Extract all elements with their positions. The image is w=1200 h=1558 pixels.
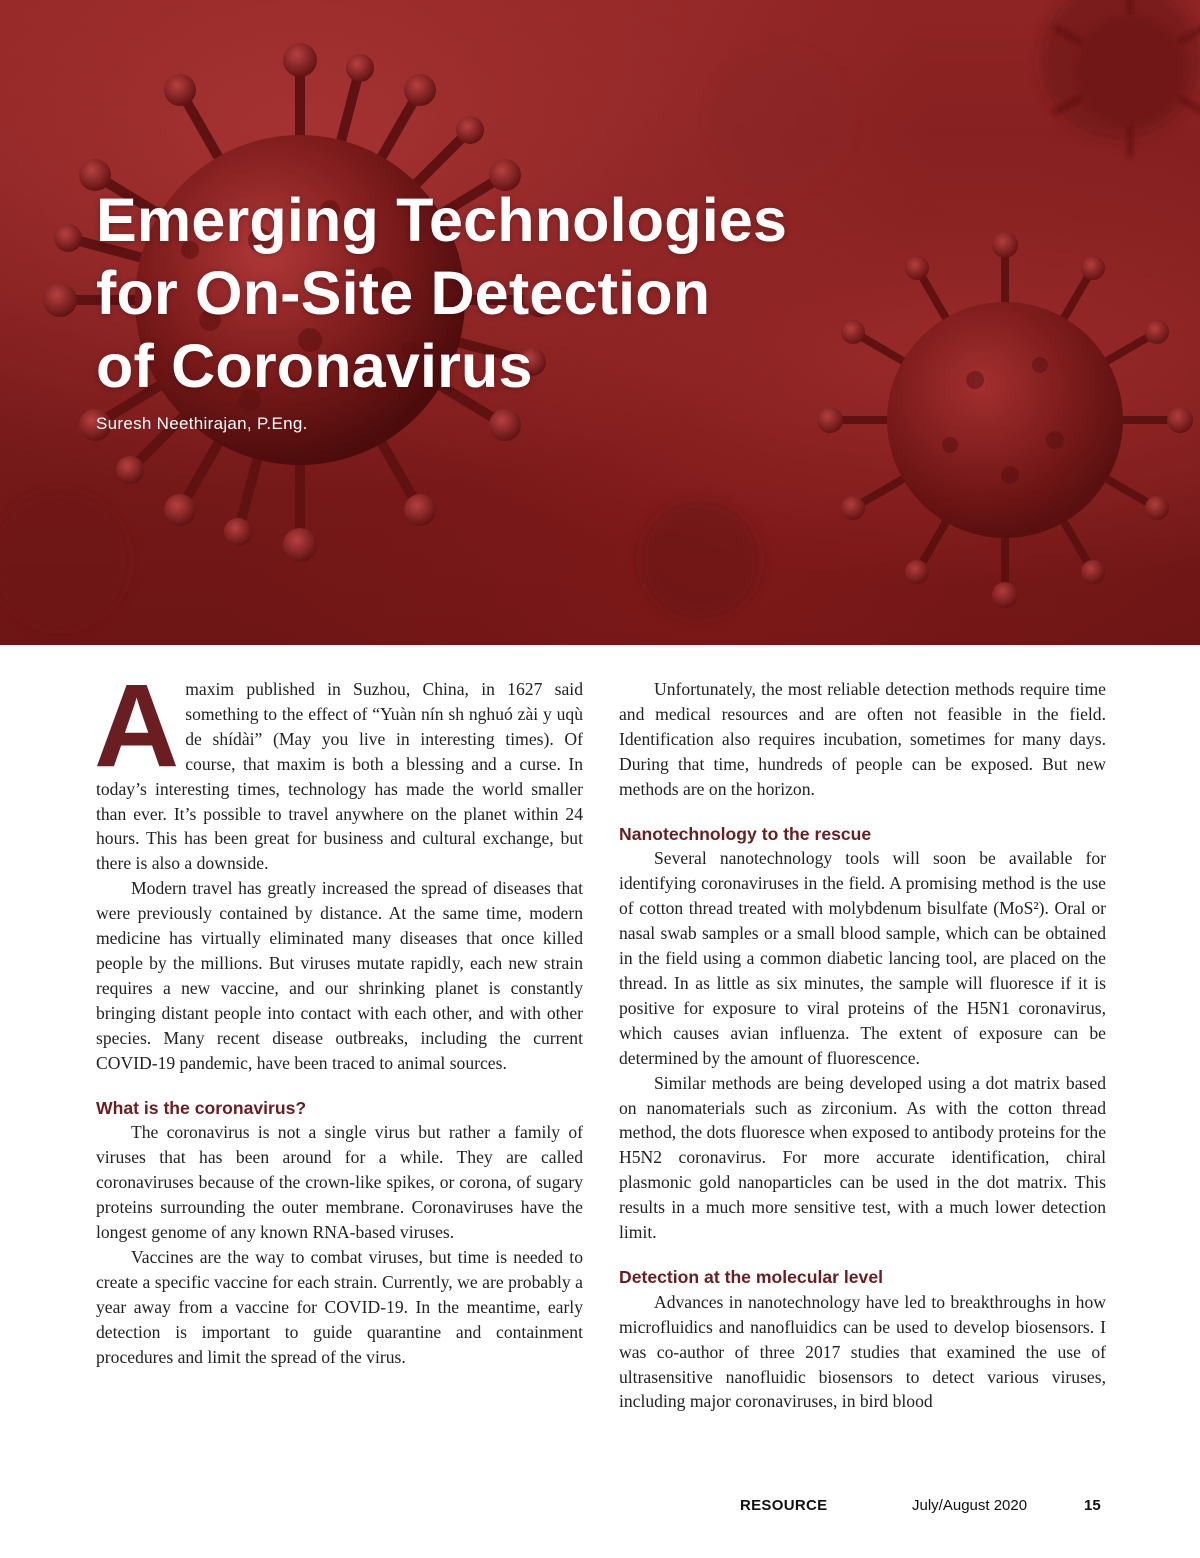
intro-text: maxim published in Suzhou, China, in 1627 said something to the effect of “Yuàn nín sh nghuó zài y uqù de shídài” (May you live in interesting times). Of course, that maxim is both a blessing and a curse. In today’s interesting times, technology has made the world smaller than ever. It’s possible to travel anywhere on the planet within 24 hours. This has been great for business and cultural exchange, but there is also a downside. — [96, 679, 583, 874]
right-column — [619, 677, 1106, 1414]
paragraph: Several nanotechnology tools will soon be available for identifying coronaviruses in the field. A promising method is the use of cotton thread treated with molybdenum bisulfate (MoS²). Oral or nasal swab samples or a small blood sample, which can be obtained in the field using a common diabetic lancing tool, are placed on the thread. In as little as six minutes, the sample will fluoresce if it is positive for exposure to viral proteins of the H5N1 coronavirus, which causes avian influenza. The extent of exposure can be determined by the amount of fluorescence. — [619, 848, 1106, 1068]
page-footer — [0, 1497, 1200, 1521]
paragraph: Similar methods are being developed using a dot matrix based on nanomaterials such as zirconium. As with the cotton thread method, the dots fluoresce when exposed to antibody proteins for the H5N2 coronavirus. For more accurate identification, chiral plasmonic gold nanoparticles can be used in the dot matrix. This results in a much more sensitive test, with a much lower detection limit. — [619, 1072, 1106, 1243]
left-column — [94, 660, 583, 1369]
paragraph: Unfortunately, the most reliable detection methods require time and medical resources and are often not feasible in the field. Identification also requires incubation, sometimes for many days. During that time, hundreds of people can be exposed. But new methods are on the horizon. — [619, 679, 1106, 799]
paragraph: Vaccines are the way to combat viruses, but time is needed to create a specific vaccine for each strain. Currently, we are probably a year away from a vaccine for COVID-19. In the meantime, early detection is important to guide quarantine and containment procedures and limit the spread of the virus. — [96, 1246, 583, 1367]
paragraph: The coronavirus is not a single virus but rather a family of viruses that has been around for a while. They are called coronaviruses because of the crown-like spikes, or corona, of sugary proteins surrounding the outer membrane. Coronaviruses have the longest genome of any known RNA-based viruses. — [96, 1122, 583, 1243]
title-line-3: of Coronavirus — [96, 332, 533, 400]
drop-cap: A — [94, 660, 180, 792]
title-line-1: Emerging Technologies — [96, 186, 788, 254]
page-number: 15 — [1084, 1497, 1101, 1514]
title-line-2: for On-Site Detection — [96, 259, 711, 327]
paragraph: Modern travel has greatly increased the spread of diseases that were previously contained by distance. At the same time, modern medicine has virtually eliminated many diseases that once killed people by the millions. But viruses mutate rapidly, each new strain requires a new vaccine, and our shrinking planet is constantly bringing distant people into contact with each other, and with other species. Many recent disease outbreaks, including the current COVID-19 pandemic, have been traced to animal sources. — [96, 878, 583, 1073]
issue-date: July/August 2020 — [912, 1497, 1028, 1514]
article-title — [96, 184, 996, 403]
article-author: Suresh Neethirajan, P.Eng. — [96, 414, 308, 433]
section-heading: What is the coronavirus? — [96, 1097, 307, 1118]
hero-banner — [0, 0, 1200, 645]
section-heading: Detection at the molecular level — [619, 1266, 883, 1287]
intro-paragraph — [94, 660, 583, 876]
publication-name: RESOURCE — [740, 1497, 828, 1514]
section-heading: Nanotechnology to the rescue — [619, 823, 872, 844]
paragraph: Advances in nanotechnology have led to breakthroughs in how microfluidics and nanofluidics can be used to develop biosensors. I was co-author of three 2017 studies that examined the use of ultrasensitive nanofluidic biosensors to detect various viruses, including major coronaviruses, in bird blood — [619, 1291, 1106, 1412]
